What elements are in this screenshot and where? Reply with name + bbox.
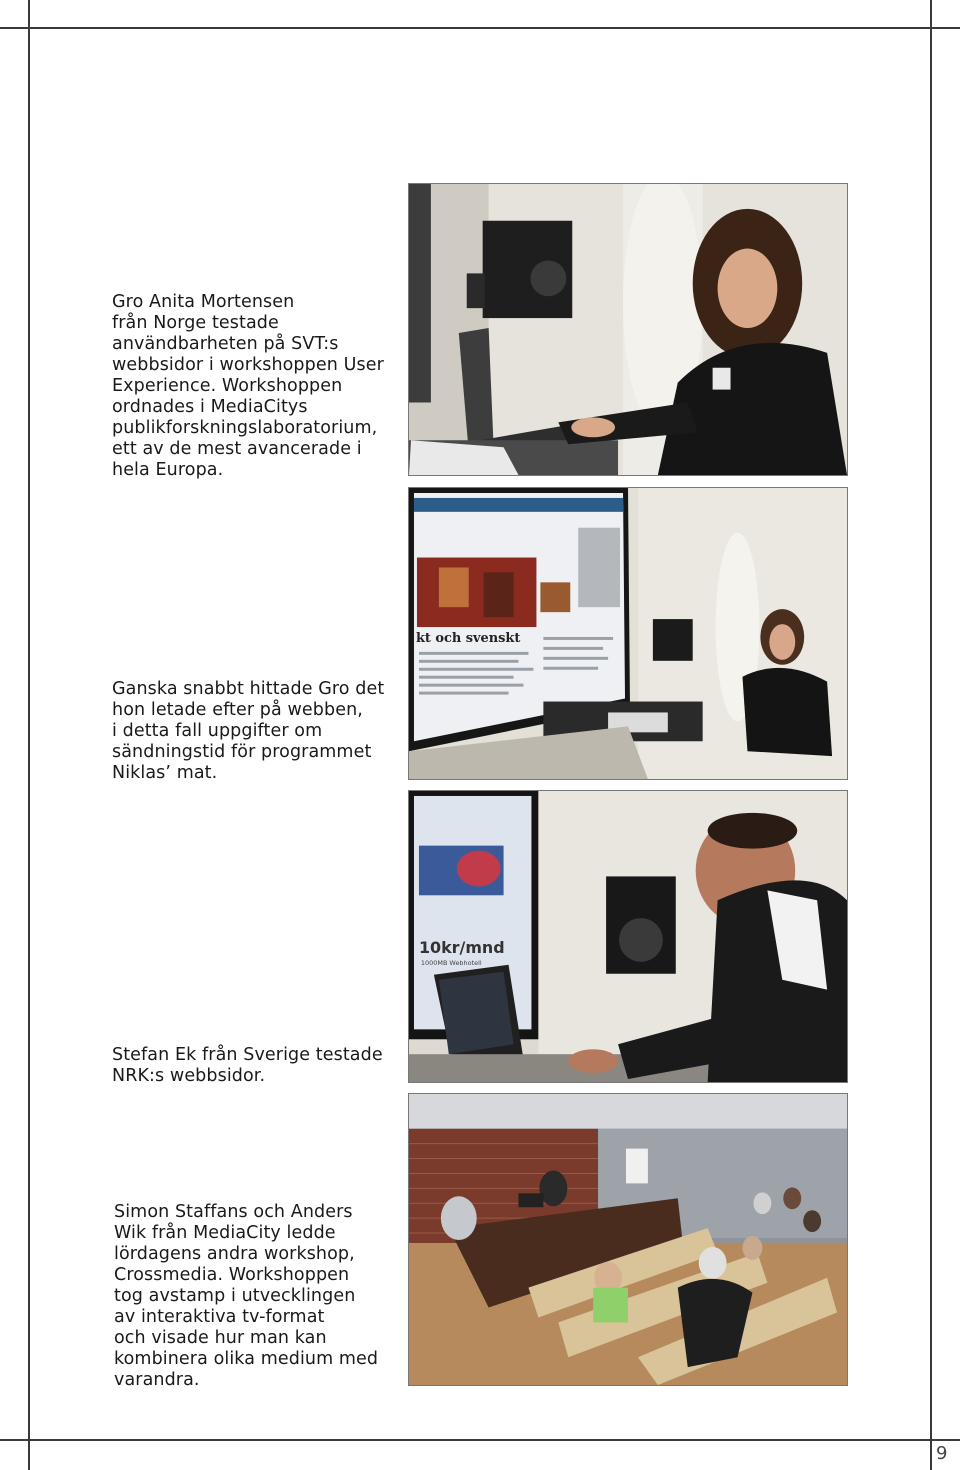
ad-price-text: 10kr/mnd [418, 937, 505, 957]
left-rule [28, 0, 30, 1470]
caption-crossmedia: Simon Staffans och Anders Wik från MediaCity ledde lördagens andra workshop, Crossmedia. Workshoppen tog avstamp i utvecklingen av interaktiva tv-format och visade hur man kan kombinera olika medium med varandra. [114, 1202, 379, 1390]
photo-stefan-at-laptop [408, 790, 848, 1083]
ad-sub-text: 1000MB Webhotell [420, 958, 482, 967]
page-number: 9 [936, 1443, 948, 1464]
photo-gro-at-laptop [408, 183, 848, 476]
right-rule [930, 0, 932, 1470]
caption-stefan: Stefan Ek från Sverige testade NRK:s webbsidor. [112, 1045, 383, 1086]
top-rule [0, 27, 960, 29]
caption-gro-found: Ganska snabbt hittade Gro det hon letade efter på webben, i detta fall uppgifter om sändningstid för programmet Niklas’ mat. [112, 679, 385, 783]
photo-auditorium-workshop [408, 1093, 848, 1386]
photo-projected-webpage [408, 487, 848, 780]
webpage-heading-text: kt och svenskt [415, 630, 521, 646]
bottom-rule [0, 1439, 960, 1441]
caption-gro-testing: Gro Anita Mortensen från Norge testade användbarheten på SVT:s webbsidor i workshoppen User Experience. Workshoppen ordnades i MediaCitys publikforskningslaboratorium, ett av de mest avancerade i hela Europa. [112, 292, 384, 480]
